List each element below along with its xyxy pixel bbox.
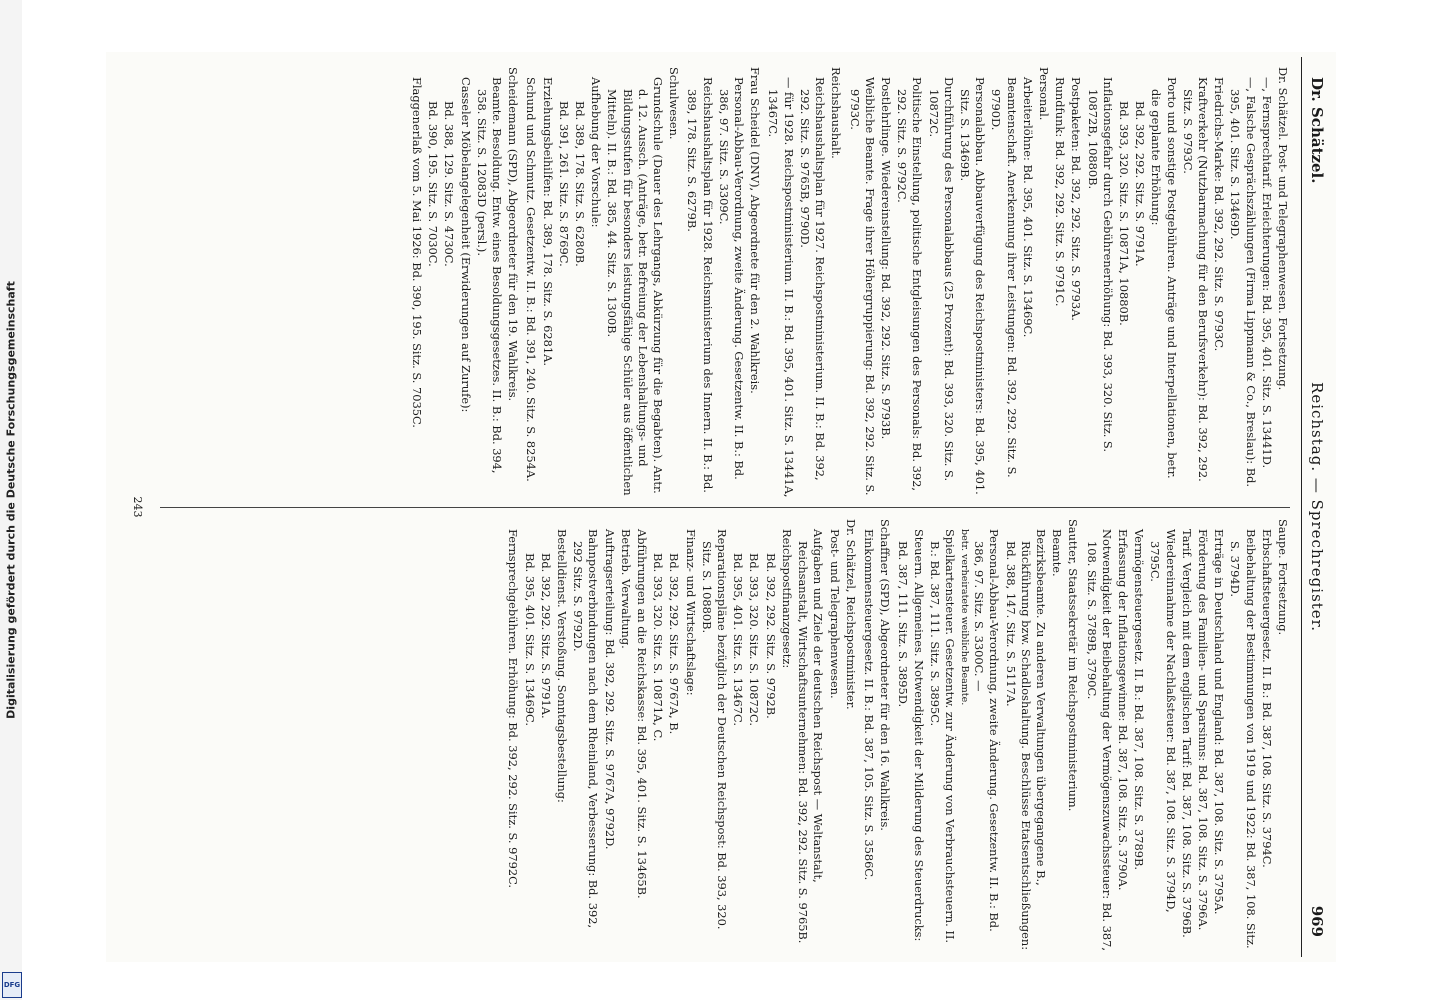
index-entry: Bestelldienst. Verstoßung. Sonntagsbestellung: [555, 529, 570, 803]
index-entry: — für 1928. Reichspostministerium. II. B.: Bd. 395, 401. Sitz. S. 13441A, 13467C. [766, 77, 796, 498]
index-heading: Reichshaushalt. [829, 67, 844, 159]
index-entry: Durchführung des Personalabbaus (25 Prozent): Bd. 393, 320. Sitz. S. 10872C. [926, 77, 956, 482]
index-entry: Fernsprechgebühren. Erhöhung: Bd. 392, 292. Sitz. S. 9792C. [506, 529, 521, 889]
index-entry: Erfassung der Inflationsgewinne: Bd. 387, 108. Sitz. S. 3790A. [1115, 529, 1130, 891]
index-entry: Erträge in Deutschland und England: Bd. 387, 108. Sitz. S. 3795A. [1212, 529, 1227, 915]
index-entry: Postlehrlinge. Wiedereinstellung: Bd. 392, 292. Sitz. S. 9793B. [878, 77, 893, 440]
index-entry: Wiedereinnahme der Nachlaßsteuer: Bd. 387, 108. Sitz. S. 3794D, 3795C. [1148, 529, 1178, 913]
index-entry: Kraftverkehr (Nutzbarmachung für den Berufsverkehr): Bd. 392, 292. Sitz. S. 9793C. [1180, 77, 1210, 482]
index-heading: Schaffner (SPD), Abgeordneter für den 16. Wahlkreis. [878, 519, 893, 831]
index-entry: Bd. 392, 292. Sitz. S. 9767A, B. [667, 553, 682, 735]
index-entry: Grundschule (Dauer des Lehrgangs, Abkürzung für die Begabten). Antr. d. 12. Aussch. (Anträge, betr. Befreiung der Lebenshaltungs- und Bildungsstufen für besonders leistungsfähige Schüler aus öffentlichen Mitteln). II. B.: Bd. 385, 44. Sitz. S. 1300B. [605, 77, 666, 496]
right-column [160, 519, 1290, 951]
index-entry: Personalabbau. Abbauverfügung des Reichspostministers: Bd. 395, 401. Sitz. S. 13469B. [957, 77, 988, 495]
index-heading: Personal. [1036, 67, 1051, 121]
index-entry: Tarif. Vergleich mit dem englischen Tarif: Bd. 387, 108. Sitz. S. 3796B. [1179, 529, 1194, 938]
page-content-rotated [106, 57, 1336, 957]
index-entry: Förderung des Familien- und Sparsinns: Bd. 387, 108. Sitz. S. 3796A. [1195, 529, 1210, 931]
index-entry: Finanz- und Wirtschaftslage: [683, 529, 698, 696]
index-entry: Bd. 393, 320. Sitz. S. 10871A, 10880B. [1116, 101, 1131, 326]
index-entry: Weibliche Beamte. Frage ihrer Höhergruppierung: Bd. 392, 292. Sitz. S. 9793C. [847, 77, 877, 496]
index-entry: Casseler Möbelangelegenheit (Erwiderungen auf Zurufe): [458, 77, 473, 413]
index-entry: Aufhebung der Vorschule: [589, 77, 604, 228]
funding-notice: Digitalisierung gefördert durch die Deutsche Forschungsgemeinschaft [4, 281, 18, 719]
index-entry: Bd. 393, 320. Sitz. S. 10872C. [747, 553, 762, 726]
index-entry: Reparationspläne bezüglich der Deutschen Reichspost: Bd. 393, 320. Sitz. S. 10880B. [699, 529, 730, 930]
page-header [1301, 57, 1336, 957]
index-heading: Sautter, Staatssekretär im Reichspostministerium. [1066, 519, 1081, 812]
scanned-page [106, 52, 1336, 962]
index-entry: betr. verheiratete weibliche Beamte. [958, 529, 970, 706]
index-entry: Personal-Abbau-Verordnung, zweite Änderung. Gesetzentw. II. B.: Bd. 386, 97. Sitz. S. 3309C. [716, 77, 747, 480]
index-entry: Reichspostfinanzgesetz: [779, 529, 794, 669]
index-entry: Flaggenerlaß vom 5. Mai 1926: Bd. 390, 195. Sitz. S. 7035C. [410, 77, 425, 428]
index-entry: Bahnpostverbindungen nach dem Rheinland, Verbesserung: Bd. 392, 292 Sitz. S. 9792D. [571, 529, 601, 929]
index-entry: Spielkartensteuer. Gesetzentw. zur Änderung von Verbrauchsteuern. II. B.: Bd. 387, 111. Sitz. S. 3895C. [927, 529, 957, 943]
index-entry: Bezirksbeamte. Zu anderen Verwaltungen übergegangene B., Rückführung bzw. Schadloshaltung. Beschlüsse Etatsentschließungen: Bd. 388, 147. Sitz. S. 5117A. [1003, 529, 1048, 951]
page-number: 969 [1308, 905, 1326, 937]
index-entry: Steuern. Allgemeines. Notwendigkeit der Milderung des Steuerdrucks: Bd. 387, 111. Sitz. S. 3895D. [896, 529, 926, 942]
index-heading: Frau Scheidel (DNV), Abgeordnete für den 2. Wahlkreis. [748, 67, 763, 394]
index-entry: Bd. 395, 401. Sitz. S. 13467C. [731, 553, 746, 726]
index-entry: Betrieb. Verwaltung. [618, 529, 633, 649]
index-entry: Rundfunk: Bd. 392, 292. Sitz. S. 9791C. [1053, 77, 1068, 307]
index-entry: Beamte. [1050, 529, 1065, 577]
index-entry: Postpaketen: Bd. 392, 292. Sitz. S. 9793A. [1069, 77, 1084, 321]
index-heading: Saupe. Fortsetzung. [1276, 519, 1290, 636]
index-entry: Bd. 388, 129. Sitz. S. 4730C. [442, 101, 457, 267]
index-entry: Erbschaftsteuergesetz. II. B.: Bd. 387, 108. Sitz. S. 3794C. [1259, 529, 1274, 868]
page-header-left: Dr. Schätzel. [1308, 77, 1326, 184]
index-entry: Inflationsgefahr durch Gebührenerhöhung: Bd. 393, 320. Sitz. S. 10872B, 10880B. [1085, 77, 1115, 452]
index-entry: Beamte. Besoldung. Entw. eines Besoldungsgesetzes. II. B.: Bd. 394, 358. Sitz. S. 12083D (persl.). [474, 77, 505, 474]
digitization-sidebar [0, 0, 22, 1000]
index-entry: Politische Einstellung, politische Entgleisungen des Personals: Bd. 392, 292. Sitz. S. 9792C. [895, 77, 925, 491]
index-entry: Bd. 390, 195. Sitz. S. 7030C. [426, 101, 441, 267]
index-entry: Bd. 392, 292. Sitz. S. 9791A. [538, 553, 553, 719]
index-entry: Bd. 393, 320. Sitz. S. 10871A, C. [651, 553, 666, 742]
index-entry: Reichshaushaltsplan für 1928. Reichsministerium des Innern. II. B.: Bd. 389, 178. Sitz. S. 6279B. [685, 77, 715, 493]
index-entry: Reichshaushaltsplan für 1927. Reichspostministerium. II. B.: Bd. 392, 292. Sitz. S. 9765B, 9790D. [797, 77, 828, 481]
index-entry: Auftragserteilung: Bd. 392, 292. Sitz. S. 9767A, 9792D. [602, 529, 617, 850]
index-entry: Friedrichs-Marke: Bd. 392, 292. Sitz. S. 9793C. [1212, 77, 1227, 352]
index-entry: Notwendigkeit der Beibehaltung der Vermögenszuwachssteuer: Bd. 387, 108. Sitz. S. 3789B, 3790C. [1084, 529, 1114, 951]
index-heading: Scheidemann (SPD), Abgeordneter für den 19. Wahlkreis. [506, 67, 521, 402]
index-heading: Dr. Schätzel, Reichspostminister. [843, 519, 858, 710]
index-entry: —, Falsche Gesprächszählungen (Firma Lippmann & Co., Breslau): Bd. 395, 401. Sitz. S. 13469D. [1228, 77, 1258, 488]
index-heading: Schulwesen. [667, 67, 682, 140]
index-entry: Beamtenschaft. Anerkennung ihrer Leistungen: Bd. 392, 292. Sitz. S. 9790D. [989, 77, 1019, 478]
index-entry: Erziehungsbeihilfen: Bd. 389, 178. Sitz. S. 6281A. [540, 77, 555, 366]
index-entry: Einkommensteuergesetz. II. B.: Bd. 387, 105. Sitz. S. 3586C. [861, 529, 876, 881]
index-entry: Abführungen an die Reichskasse: Bd. 395, 401. Sitz. S. 13465B. [635, 529, 650, 899]
page-footer-number: 243 [131, 496, 144, 518]
index-entry: Post- und Telegraphenwesen. [827, 529, 842, 699]
page-header-title: Reichstag. — Sprechregister. [1308, 382, 1326, 632]
index-entry: Arbeiterlöhne: Bd. 395, 401. Sitz. S. 13469C. [1020, 77, 1035, 338]
left-column [160, 67, 1290, 499]
dfg-logo: DFG [2, 972, 22, 998]
index-entry: Bd. 389, 178. Sitz. S. 6280B. [573, 101, 588, 267]
index-heading: Dr. Schätzel. Post- und Telegraphenwesen. Fortsetzung. [1276, 67, 1290, 391]
index-entry: Bd. 392, 292. Sitz. S. 9791A. [1133, 101, 1148, 267]
index-entry: Vermögensteuergesetz. II. B.: Bd. 387, 108. Sitz. S. 3789B. [1132, 529, 1147, 870]
index-entry: Personal-Abbau-Verordnung, zweite Änderung. Gesetzentw. II. B.: Bd. 386, 97. Sitz. S. 3300C. — [972, 529, 1002, 932]
index-entry: Beibehaltung der Bestimmungen von 1919 und 1922: Bd. 387, 108. Sitz. S. 3794D. [1228, 529, 1258, 949]
index-entry: Porto und sonstige Postgebühren. Anträge und Interpellationen, betr. die geplante Erhöhung: [1149, 77, 1179, 479]
index-entry: Bd. 392, 292. Sitz. S. 9792B. [763, 553, 778, 719]
index-entry: Bd. 395, 401. Sitz. S. 13469C. [522, 553, 537, 726]
index-entry: —, Fernsprechtarif. Erleichterungen: Bd. 395, 401. Sitz. S. 13441D. [1259, 77, 1274, 469]
column-divider [160, 507, 1290, 508]
index-entry: Schund und Schmutz. Gesetzentw. II. B.: Bd. 391, 240. Sitz. S. 8254A. [524, 77, 539, 482]
index-entry: Aufgaben und Ziele der deutschen Reichspost — Weltanstalt, Reichsanstalt, Wirtschaftsunternehmen: Bd. 392, 292. Sitz. S. 9765B. [796, 529, 826, 944]
index-entry: Bd. 391, 261. Sitz. S. 8769C. [556, 101, 571, 267]
